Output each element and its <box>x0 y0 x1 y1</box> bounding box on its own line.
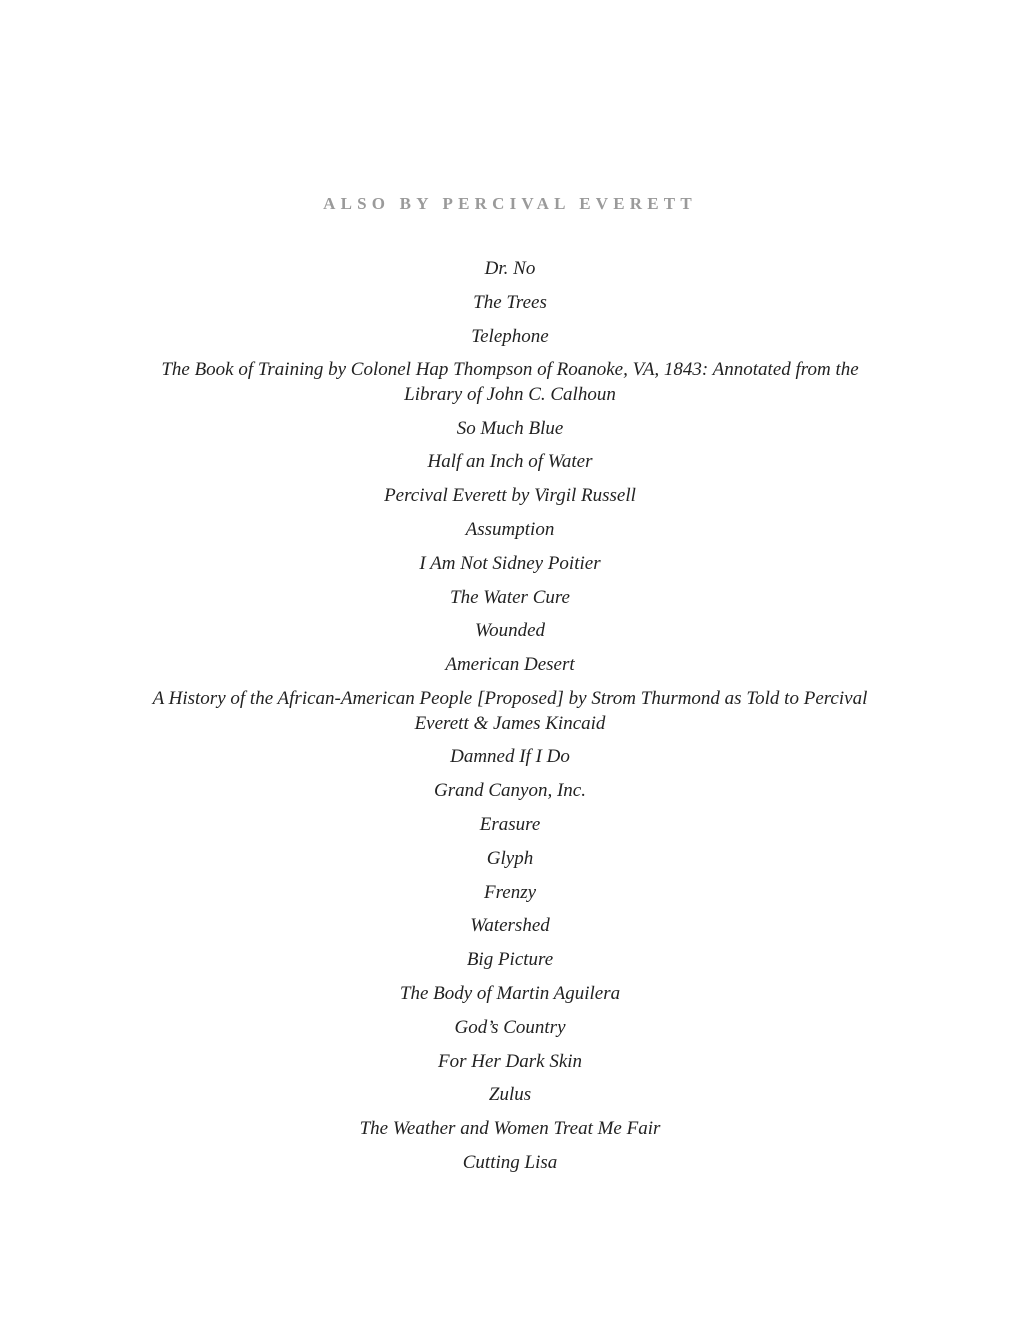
book-title: Dr. No <box>484 258 536 279</box>
book-title: The Water Cure <box>450 586 570 608</box>
book-title: Damned If I Do <box>450 746 570 768</box>
book-title: Telephone <box>471 325 549 347</box>
title-list <box>130 257 890 1185</box>
book-title: A History of the African-American People [Proposed] by Strom Thurmond as Told to Percival Everett & James Kincaid <box>152 688 868 734</box>
book-title: The Book of Training by Colonel Hap Thompson of Roanoke, VA, 1843: Annotated from the Library of John C. Calhoun <box>161 359 859 405</box>
book-title: Glyph <box>486 847 534 869</box>
book-title: Wounded <box>474 620 546 642</box>
book-title: Big Picture <box>466 949 554 971</box>
book-title: Cutting Lisa <box>462 1151 558 1173</box>
book-title: The Body of Martin Aguilera <box>399 982 621 1004</box>
book-title: American Desert <box>445 654 575 676</box>
page-heading: ALSO BY PERCIVAL EVERETT <box>323 194 697 213</box>
book-title: I Am Not Sidney Poitier <box>419 552 601 574</box>
book-title: The Trees <box>473 291 547 313</box>
book-title: So Much Blue <box>456 417 564 439</box>
book-title: The Weather and Women Treat Me Fair <box>359 1118 661 1140</box>
book-title: Frenzy <box>483 881 537 903</box>
book-title: Erasure <box>479 813 541 835</box>
book-title: Percival Everett by Virgil Russell <box>384 485 636 507</box>
book-title: Half an Inch of Water <box>427 451 593 473</box>
book-title: Zulus <box>488 1084 532 1106</box>
book-title: Watershed <box>470 915 550 937</box>
book-title: Grand Canyon, Inc. <box>434 780 586 802</box>
book-title: God’s Country <box>454 1016 566 1038</box>
book-title: Assumption <box>465 519 555 541</box>
book-title: For Her Dark Skin <box>437 1050 583 1072</box>
